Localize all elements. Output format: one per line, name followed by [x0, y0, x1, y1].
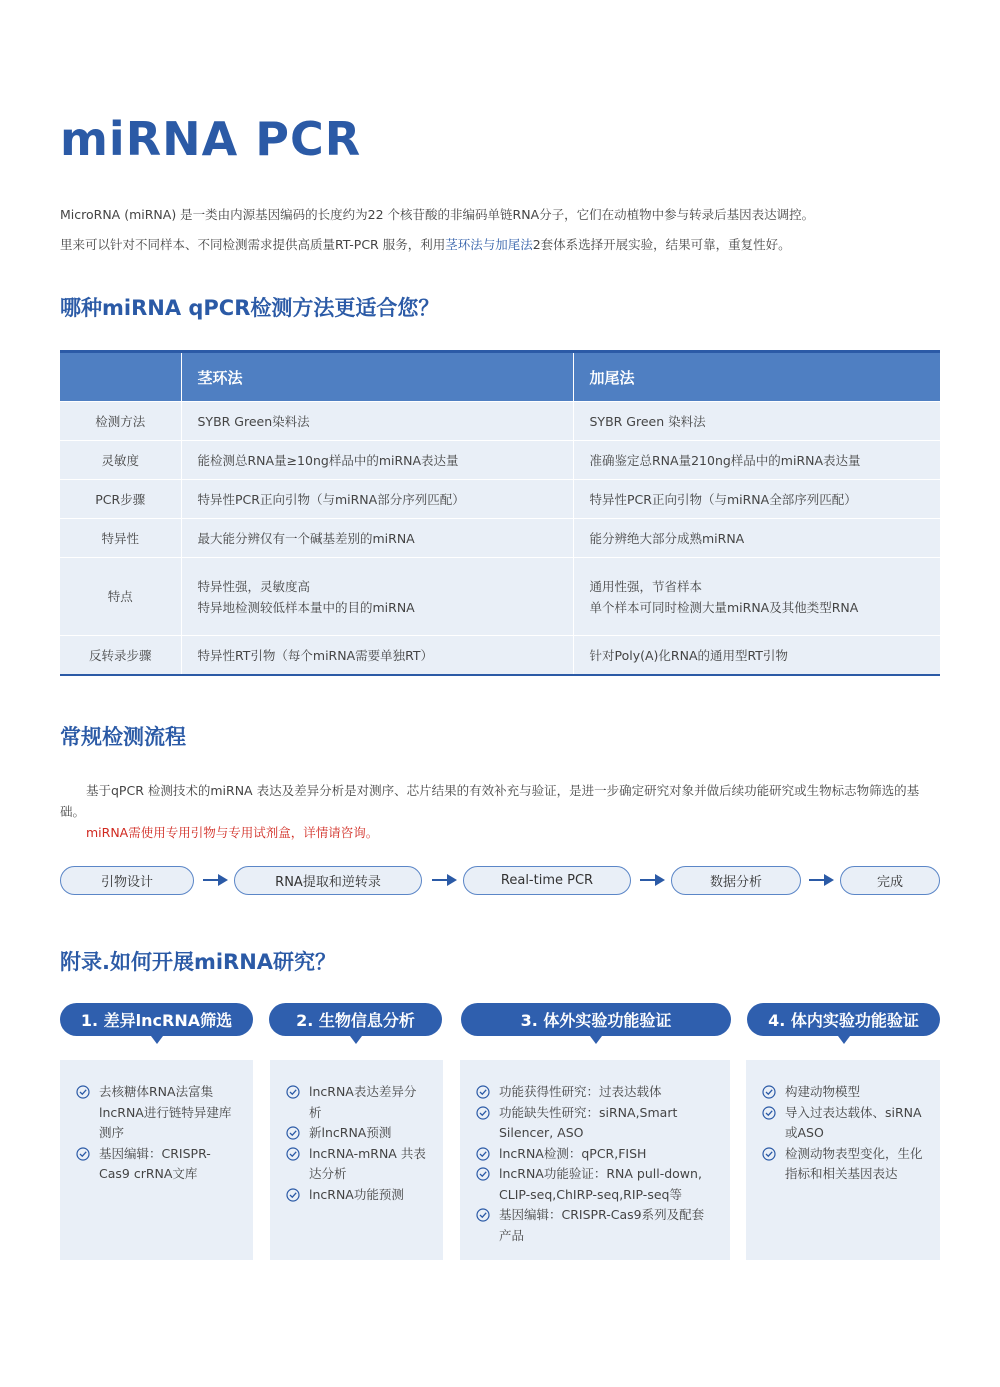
row-label: 反转录步骤: [60, 636, 181, 675]
intro-line-2-before: 里来可以针对不同样本、不同检测需求提供高质量RT-PCR 服务，利用: [60, 237, 446, 252]
appendix-card-2: [270, 1060, 443, 1260]
table-row: [60, 636, 940, 675]
table-header-row: [60, 352, 940, 402]
table-header-empty: [60, 352, 181, 402]
check-circle-icon: [76, 1147, 90, 1161]
list-item: [476, 1205, 714, 1246]
arrow-right-icon: [203, 873, 229, 887]
page-title: miRNA PCR: [60, 112, 362, 166]
table-header-stem-loop: 茎环法: [181, 352, 573, 402]
cell-stem-loop: 最大能分辨仅有一个碱基差别的miRNA: [181, 519, 573, 558]
list-item-text: 检测动物表型变化，生化指标和相关基因表达: [785, 1145, 923, 1181]
appendix-tag-label: 4. 体内实验功能验证: [768, 1011, 919, 1030]
row-label: 灵敏度: [60, 441, 181, 480]
section-title-workflow: 常规检测流程: [60, 725, 186, 749]
check-circle-icon: [476, 1147, 490, 1161]
list-item: [286, 1082, 427, 1123]
check-circle-icon: [762, 1106, 776, 1120]
list-item-text: lncRNA功能预测: [309, 1186, 404, 1202]
arrow-right-icon: [809, 873, 835, 887]
row-label: 特点: [60, 558, 181, 636]
list-item-text: 新lncRNA预测: [309, 1125, 392, 1140]
cell-stem-loop: 特异性RT引物（每个miRNA需要单独RT）: [181, 636, 573, 675]
appendix-tag-4: [747, 1003, 940, 1036]
table-row: [60, 480, 940, 519]
cell-tailing: 能分辨绝大部分成熟miRNA: [573, 519, 940, 558]
check-circle-icon: [476, 1106, 490, 1120]
intro-line-2: [60, 230, 940, 260]
list-item-text: 功能缺失性研究：siRNA,Smart Silencer, ASO: [499, 1104, 678, 1140]
list-item: [762, 1082, 924, 1103]
row-label: 特异性: [60, 519, 181, 558]
cell-tailing: 特异性PCR正向引物（与miRNA全部序列匹配）: [573, 480, 940, 519]
table-row: [60, 558, 940, 636]
appendix-tag-2: [269, 1003, 442, 1036]
list-item: [476, 1144, 714, 1165]
appendix-tag-label: 3. 体外实验功能验证: [520, 1011, 672, 1030]
appendix-card-1: [60, 1060, 253, 1260]
list-item: [476, 1082, 714, 1103]
appendix-tag-3: [461, 1003, 731, 1036]
list-item-text: lncRNA表达差异分析: [309, 1084, 417, 1120]
section-title-method: 哪种miRNA qPCR检测方法更适合您？: [60, 296, 440, 320]
workflow-paragraph: [60, 780, 942, 822]
flow-step-data-analysis: 数据分析: [671, 866, 801, 895]
check-circle-icon: [286, 1147, 300, 1161]
table-row: [60, 441, 940, 480]
appendix-tag-label: 2. 生物信息分析: [296, 1011, 415, 1030]
check-circle-icon: [762, 1147, 776, 1161]
intro-paragraph: [60, 200, 940, 260]
appendix-card-3: [460, 1060, 730, 1260]
check-circle-icon: [476, 1167, 490, 1181]
cell-stem-loop: SYBR Green染料法: [181, 402, 573, 441]
list-item: [286, 1144, 427, 1185]
table-row: [60, 519, 940, 558]
appendix-tag-label: 1. 差异lncRNA筛选: [80, 1011, 233, 1030]
check-circle-icon: [286, 1085, 300, 1099]
list-item-text: 功能获得性研究：过表达载体: [499, 1084, 662, 1099]
list-item-text: 去核糖体RNA法富集lncRNA进行链特异建库测序: [99, 1084, 232, 1140]
appendix-tag-1: [60, 1003, 253, 1036]
check-circle-icon: [286, 1126, 300, 1140]
intro-line-1: MicroRNA (miRNA) 是一类由内源基因编码的长度约为22 个核苷酸的非编码单链RNA分子，它们在动植物中参与转录后基因表达调控。: [60, 207, 815, 222]
flow-step-realtime-pcr: Real-time PCR: [463, 866, 631, 895]
cell-stem-loop: 能检测总RNA量≥10ng样品中的miRNA表达量: [181, 441, 573, 480]
workflow-note-text: miRNA需使用专用引物与专用试剂盒，详情请咨询。: [86, 825, 379, 840]
list-item-text: 基因编辑：CRISPR-Cas9 crRNA文库: [99, 1145, 211, 1181]
check-circle-icon: [286, 1188, 300, 1202]
section-title-appendix: 附录.如何开展miRNA研究？: [60, 950, 337, 974]
intro-line-2-after: 2套体系选择开展实验，结果可靠，重复性好。: [532, 237, 791, 252]
cell-stem-loop: [181, 558, 573, 636]
cell-tailing: SYBR Green 染料法: [573, 402, 940, 441]
list-item-text: 基因编辑：CRISPR-Cas9系列及配套产品: [499, 1207, 705, 1243]
list-item-text: 导入过表达载体、siRNA或ASO: [785, 1104, 922, 1140]
workflow-description: [60, 780, 942, 843]
check-circle-icon: [76, 1085, 90, 1099]
list-item-text: lncRNA-mRNA 共表达分析: [309, 1145, 426, 1181]
check-circle-icon: [476, 1085, 490, 1099]
cell-line: 单个样本可同时检测大量miRNA及其他类型RNA: [589, 599, 859, 615]
flow-step-complete: 完成: [840, 866, 940, 895]
intro-highlight: 茎环法与加尾法: [445, 237, 533, 252]
cell-stem-loop: 特异性PCR正向引物（与miRNA部分序列匹配）: [181, 480, 573, 519]
cell-line: 特异性强，灵敏度高: [197, 578, 311, 594]
workflow-paragraph-text: 基于qPCR 检测技术的miRNA 表达及差异分析是对测序、芯片结果的有效补充与验证，是进一步确定研究对象并做后续功能研究或生物标志物筛选的基础。: [60, 783, 920, 819]
cell-tailing: 针对Poly(A)化RNA的通用型RT引物: [573, 636, 940, 675]
list-item: [76, 1082, 237, 1144]
workflow-note: [60, 822, 942, 843]
list-item-text: lncRNA检测：qPCR,FISH: [499, 1145, 647, 1161]
cell-line: 通用性强，节省样本: [589, 578, 703, 594]
list-item-text: 构建动物模型: [785, 1084, 861, 1099]
cell-line: 特异地检测较低样本量中的目的miRNA: [197, 599, 415, 615]
flow-step-rna-extraction: RNA提取和逆转录: [234, 866, 422, 895]
table-row: [60, 402, 940, 441]
list-item: [476, 1103, 714, 1144]
list-item: [476, 1164, 714, 1205]
comparison-table: [60, 350, 940, 676]
flow-step-primer-design: 引物设计: [60, 866, 194, 895]
row-label: PCR步骤: [60, 480, 181, 519]
check-circle-icon: [762, 1085, 776, 1099]
list-item-text: lncRNA功能验证：RNA pull-down, CLIP-seq,ChIRP-seq,RIP-seq等: [499, 1166, 702, 1202]
appendix-card-4: [746, 1060, 940, 1260]
arrow-right-icon: [432, 873, 458, 887]
arrow-right-icon: [640, 873, 666, 887]
cell-tailing: [573, 558, 940, 636]
table-header-tailing: 加尾法: [573, 352, 940, 402]
list-item: [76, 1144, 237, 1185]
list-item: [286, 1185, 427, 1206]
row-label: 检测方法: [60, 402, 181, 441]
list-item: [762, 1103, 924, 1144]
list-item: [762, 1144, 924, 1185]
list-item: [286, 1123, 427, 1144]
check-circle-icon: [476, 1208, 490, 1222]
cell-tailing: 准确鉴定总RNA量210ng样品中的miRNA表达量: [573, 441, 940, 480]
